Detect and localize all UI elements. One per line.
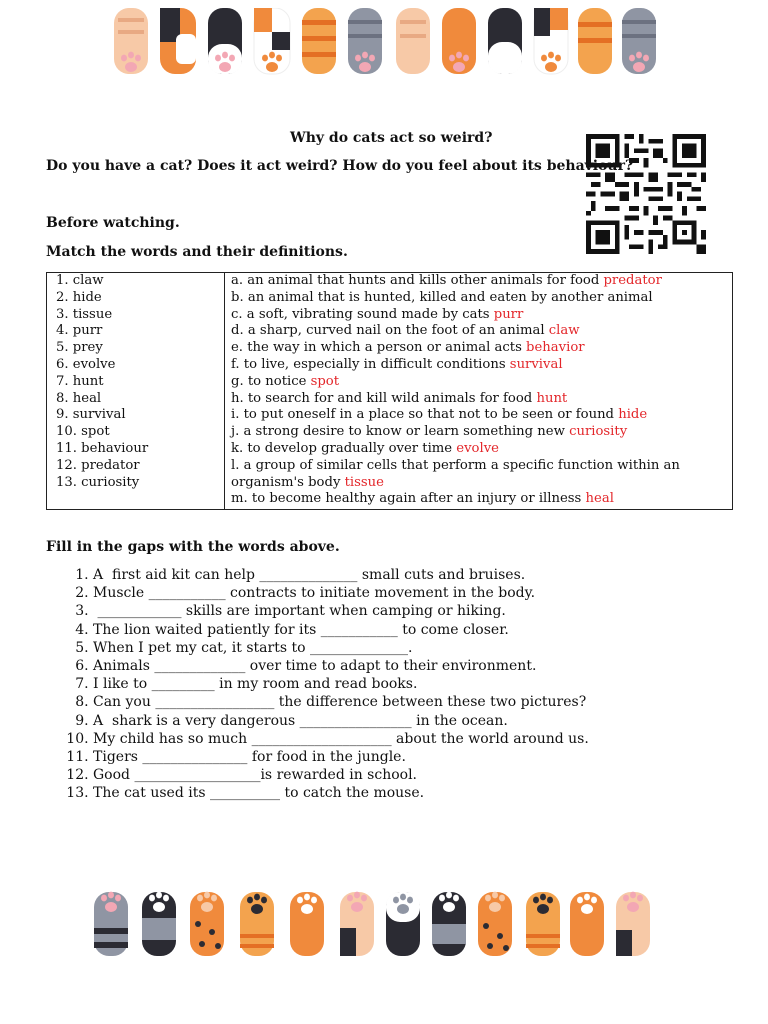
definition-item: f. to live, especially in difficult conditions survival: [231, 356, 563, 372]
paw-icon: [114, 8, 148, 74]
gap-sentence: 1. A first aid kit can help ______________ small cuts and bruises.: [93, 566, 589, 584]
word-item: 4. purr: [56, 323, 103, 339]
definition-item: g. to notice spot: [231, 373, 340, 389]
answer-text: curiosity: [569, 424, 628, 440]
gap-sentence: 13. The cat used its __________ to catch the mouse.: [93, 784, 589, 802]
qr-code-icon: [583, 134, 709, 254]
word-item: 9. survival: [56, 407, 126, 423]
words-column: [47, 273, 225, 510]
definition-item: k. to develop gradually over time evolve: [231, 440, 499, 456]
paw-icon: [142, 892, 176, 956]
paw-icon: [526, 892, 560, 956]
gap-sentence: 4. The lion waited patiently for its ___________ to come closer.: [93, 621, 589, 639]
definition-item: organism's body tissue: [231, 474, 384, 490]
paw-icon: [94, 892, 128, 956]
paw-icon: [302, 8, 336, 74]
paw-icon: [290, 892, 324, 956]
definition-item: h. to search for and kill wild animals for food hunt: [231, 390, 568, 406]
matching-table: [46, 272, 733, 510]
gap-sentence: 8. Can you _________________ the difference between these two pictures?: [93, 693, 589, 711]
bottom-paws-decoration: [0, 888, 768, 956]
match-instruction: Match the words and their definitions.: [46, 244, 348, 260]
page-title: Why do cats act so weird?: [290, 130, 493, 146]
word-item: 3. tissue: [56, 306, 113, 322]
answer-text: spot: [310, 373, 340, 389]
answer-text: claw: [548, 323, 580, 339]
paw-icon: [160, 8, 196, 74]
paw-icon: [570, 892, 604, 956]
word-item: 5. prey: [56, 340, 103, 356]
definition-item: j. a strong desire to know or learn something new curiosity: [231, 424, 628, 440]
paw-icon: [190, 892, 224, 956]
answer-text: behavior: [526, 340, 585, 356]
gap-sentence: 12. Good __________________is rewarded in school.: [93, 766, 589, 784]
top-paws-decoration: [0, 8, 768, 80]
definition-item: e. the way in which a person or animal acts behavior: [231, 340, 585, 356]
paw-icon: [254, 8, 290, 74]
gap-fill-list: [57, 566, 589, 803]
gap-sentence: 11. Tigers _______________ for food in the jungle.: [93, 748, 589, 766]
paw-icon: [240, 892, 274, 956]
paw-icon: [616, 892, 650, 956]
paw-icon: [348, 8, 382, 74]
answer-text: heal: [585, 491, 614, 507]
gap-sentence: 6. Animals _____________ over time to adapt to their environment.: [93, 657, 589, 675]
definition-item: c. a soft, vibrating sound made by cats purr: [231, 306, 524, 322]
definition-item: b. an animal that is hunted, killed and eaten by another animal: [231, 289, 653, 305]
word-item: 8. heal: [56, 390, 102, 406]
paw-icon: [578, 8, 612, 74]
word-item: 11. behaviour: [56, 440, 149, 456]
gap-sentence: 10. My child has so much ____________________ about the world around us.: [93, 730, 589, 748]
definition-item: a. an animal that hunts and kills other animals for food predator: [231, 273, 662, 288]
paw-icon: [340, 892, 374, 956]
answer-text: tissue: [344, 474, 384, 490]
gap-sentence: 9. A shark is a very dangerous ________________ in the ocean.: [93, 712, 589, 730]
answer-text: purr: [493, 306, 524, 322]
definitions-column: [225, 273, 733, 510]
answer-text: survival: [509, 356, 563, 372]
definition-item: m. to become healthy again after an injury or illness heal: [231, 491, 614, 507]
paw-icon: [432, 892, 466, 956]
paw-icon: [534, 8, 568, 74]
gap-sentence: 3. ____________ skills are important when camping or hiking.: [93, 602, 589, 620]
answer-text: hide: [618, 407, 648, 423]
intro-question: Do you have a cat? Does it act weird? How do you feel about its behaviour?: [46, 158, 634, 174]
word-item: 12. predator: [56, 457, 140, 473]
word-item: 6. evolve: [56, 356, 116, 372]
paw-icon: [478, 892, 512, 956]
gap-sentence: 2. Muscle ___________ contracts to initiate movement in the body.: [93, 584, 589, 602]
word-item: 13. curiosity: [56, 474, 140, 490]
paw-icon: [396, 8, 430, 74]
answer-text: predator: [603, 273, 662, 288]
answer-text: hunt: [536, 390, 568, 406]
paw-icon: [622, 8, 656, 74]
paw-icon: [442, 8, 476, 74]
paw-icon: [208, 8, 242, 74]
word-item: 10. spot: [56, 424, 110, 440]
before-watching-heading: Before watching.: [46, 215, 180, 231]
word-item: 2. hide: [56, 289, 102, 305]
paw-icon: [386, 892, 420, 956]
definition-item: i. to put oneself in a place so that not to be seen or found hide: [231, 407, 648, 423]
gap-sentence: 5. When I pet my cat, it starts to ______________.: [93, 639, 589, 657]
answer-text: evolve: [456, 440, 499, 456]
paw-icon: [488, 8, 522, 74]
fill-instruction: Fill in the gaps with the words above.: [46, 539, 340, 555]
definition-item: l. a group of similar cells that perform a specific function within an: [231, 457, 680, 473]
gap-sentence: 7. I like to _________ in my room and read books.: [93, 675, 589, 693]
word-item: 7. hunt: [56, 373, 104, 389]
definition-item: d. a sharp, curved nail on the foot of an animal claw: [231, 323, 580, 339]
word-item: 1. claw: [56, 273, 104, 288]
